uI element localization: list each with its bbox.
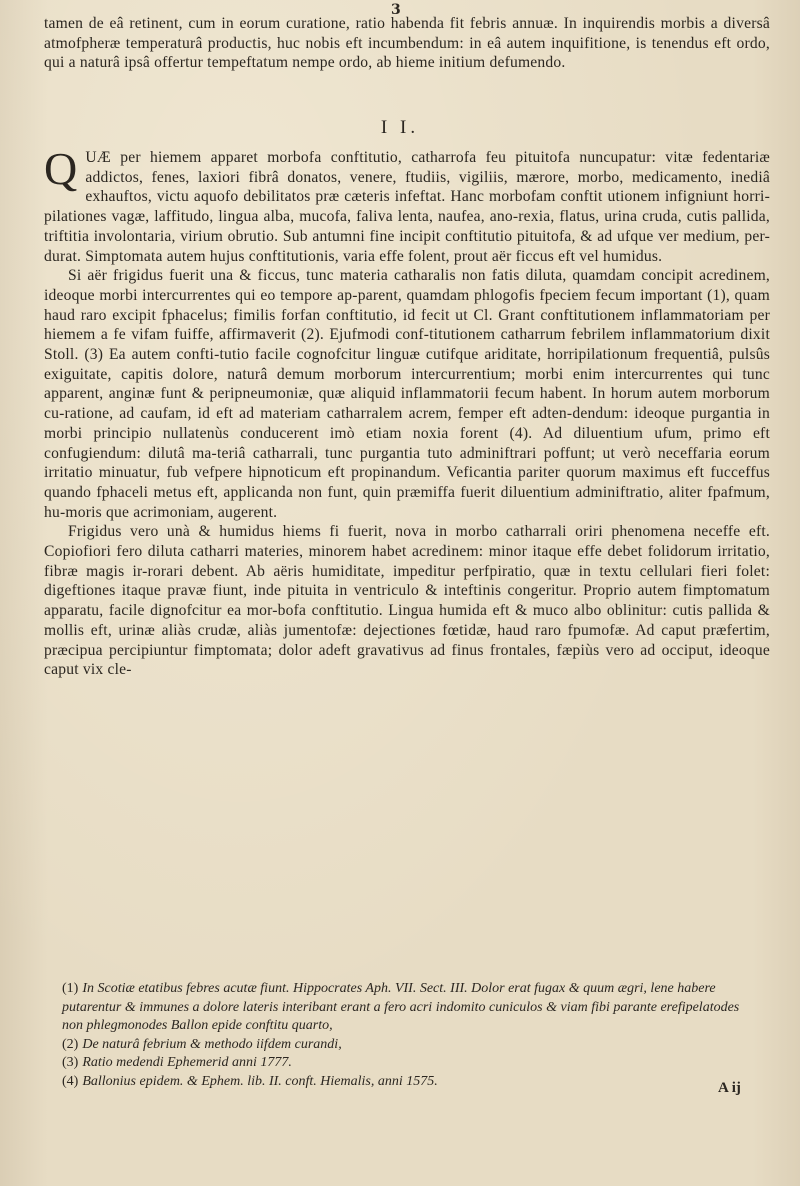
section-heading: I I. — [380, 117, 420, 138]
page-number: 3 — [391, 2, 401, 18]
footnote-number: (1) — [62, 981, 79, 996]
intro-paragraph — [44, 14, 770, 73]
paragraph-2: Si aër frigidus fuerit una & ficcus, tunc materia catharalis non fatis diluta, quamdam concipit acredinem, ideoque morbi intercurrentes qui eo tempore ap-parent, quamdam phlogofis fpeciem fecum important (1), quam haud raro excipit fphacelus; fimilis forfan conftitutio, id fecit ut Cl. Grant conftitutionem inflammatoriam per hiemem a fe vifam fuiffe, affirmaverit (2). Ejufmodi conf-titutionem catharrum febrilem inflammatorium dixit Stoll. (3) Ea autem confti-tutio facile cognofcitur linguæ cutifque ariditate, horripilationum frequentiâ, pulsûs exiguitate, capitis dolore, naturâ demum morborum intercurrentium; morbi enim intercurrentes qui tunc apparent, anginæ funt & peripneumoniæ, quæ aliquid inflammatorii fecum habent. In horum autem morborum cu-ratione, ad caufam, id eft ad materiam catharralem acrem, femper eft adten-dendum: ideoque purgantia in morbi principio nullatenùs conducerent imò etiam noxia forent (4). Ad diluentium ufum, primo eft confugiendum: dilutâ ma-teriâ catharrali, tunc purgantia tuto adminiftrari poffunt; ut verò neceffaria eorum irritatio minuatur, fub vefpere hipnoticum eft propinandum. Veficantia pariter quorum maximus eft fucceffus quando fphaceli metus eft, applicanda non funt, quin præmiffa fuerit diluentium adminiftratio, aliter fpafmum, hu-moris que acrimoniam, augerent. — [44, 267, 770, 521]
drop-cap: Q — [44, 143, 78, 194]
footnote — [62, 1054, 762, 1073]
section-body — [44, 143, 770, 680]
footnote-text: In Scotiæ etatibus febres acutæ fiunt. Hippocrates Aph. VII. Sect. III. Dolor erat fugax & quum ægri, lene habere putarentur & immunes a dolore lateris interibant erant a fero acri indomito cuniculos & viam fibi parante erefipelatodes non phlegmonodes Ballon epide conftitu quarto, — [62, 981, 740, 1033]
footnote-number: (3) — [62, 1055, 79, 1070]
paragraph-1-text: UÆ per hiemem apparet morbofa conftitutio, catharrofa feu pituitofa nuncupatur: vitæ fedentariæ addictos, fenes, laxiori fibrâ donatos, venere, ftudiis, vigiliis, mærore, morbo, medicamento, inediâ exhauftos, victu aquofo debilitatos præ cæteris infeftat. Hanc morbofam conftit utionem infigniunt horri-pilationes vagæ, laffitudo, lingua alba, mucofa, faliva lenta, naufea, ano-rexia, flatus, urina cruda, cutis pallida, triftitia involontaria, virium obrutio. Sub antumni fine incipit conftitutio pituitofa, & ad ufque ver medium, per-durat. Simptomata autem hujus conftitutionis, varia effe folent, prout aër ficcus eft vel humidus. — [44, 149, 770, 265]
footnote-number: (4) — [62, 1073, 79, 1089]
signature-mark: A ij — [718, 1080, 741, 1096]
footnote-number: (2) — [62, 1036, 79, 1052]
footnote-divider — [44, 972, 770, 973]
footnote — [62, 980, 762, 1036]
footnotes — [62, 980, 762, 1091]
footnote-text: De naturâ febrium & methodo iifdem curandi, — [82, 1036, 342, 1052]
footnote-text: Ballonius epidem. & Ephem. lib. II. conft. Hiemalis, anni 1575. — [82, 1073, 438, 1089]
footnote — [62, 1073, 762, 1092]
footnote — [62, 1036, 762, 1055]
paragraph-1 — [44, 143, 770, 266]
paragraph-3: Frigidus vero unà & humidus hiems fi fuerit, nova in morbo catharrali oriri phenomena neceffe eft. Copiofiori fero diluta catharri materies, minorem habet acredinem: minor itaque effe debet folidorum irritatio, fibræ magis ir-rorari debent. Ab aëris humiditate, impeditur perfpiratio, quæ in textu cellulari fieri folet: digeftiones itaque pravæ fiunt, inde pituita in ventriculo & inteftinis congeritur. Proprio autem fimptomatum apparatu, facile dignofcitur ea mor-bofa conftitutio. Lingua humida eft & muco albo oblinitur: cutis pallida & mollis eft, urinæ aliàs crudæ, aliàs jumentofæ: dejectiones fœtidæ, haud raro fpumofæ. Ad caput præfertim, præcipua percipiuntur fimptomata; dolor adeft gravativus ad finus frontales, fæpiùs vero ad occiput, ideoque caput vix cle- — [44, 523, 770, 679]
footnote-text: Ratio medendi Ephemerid anni 1777. — [82, 1055, 292, 1070]
intro-text: tamen de eâ retinent, cum in eorum curatione, ratio habenda fit febris annuæ. In inquirendis morbis a diversâ atmofpheræ temperaturâ productis, huc nobis eft incumbendum: in eâ autem inquifitione, is tenendus eft ordo, qui a naturâ ipsâ offertur tempeftatum nempe ordo, ab hieme initium defumendo. — [44, 15, 770, 72]
